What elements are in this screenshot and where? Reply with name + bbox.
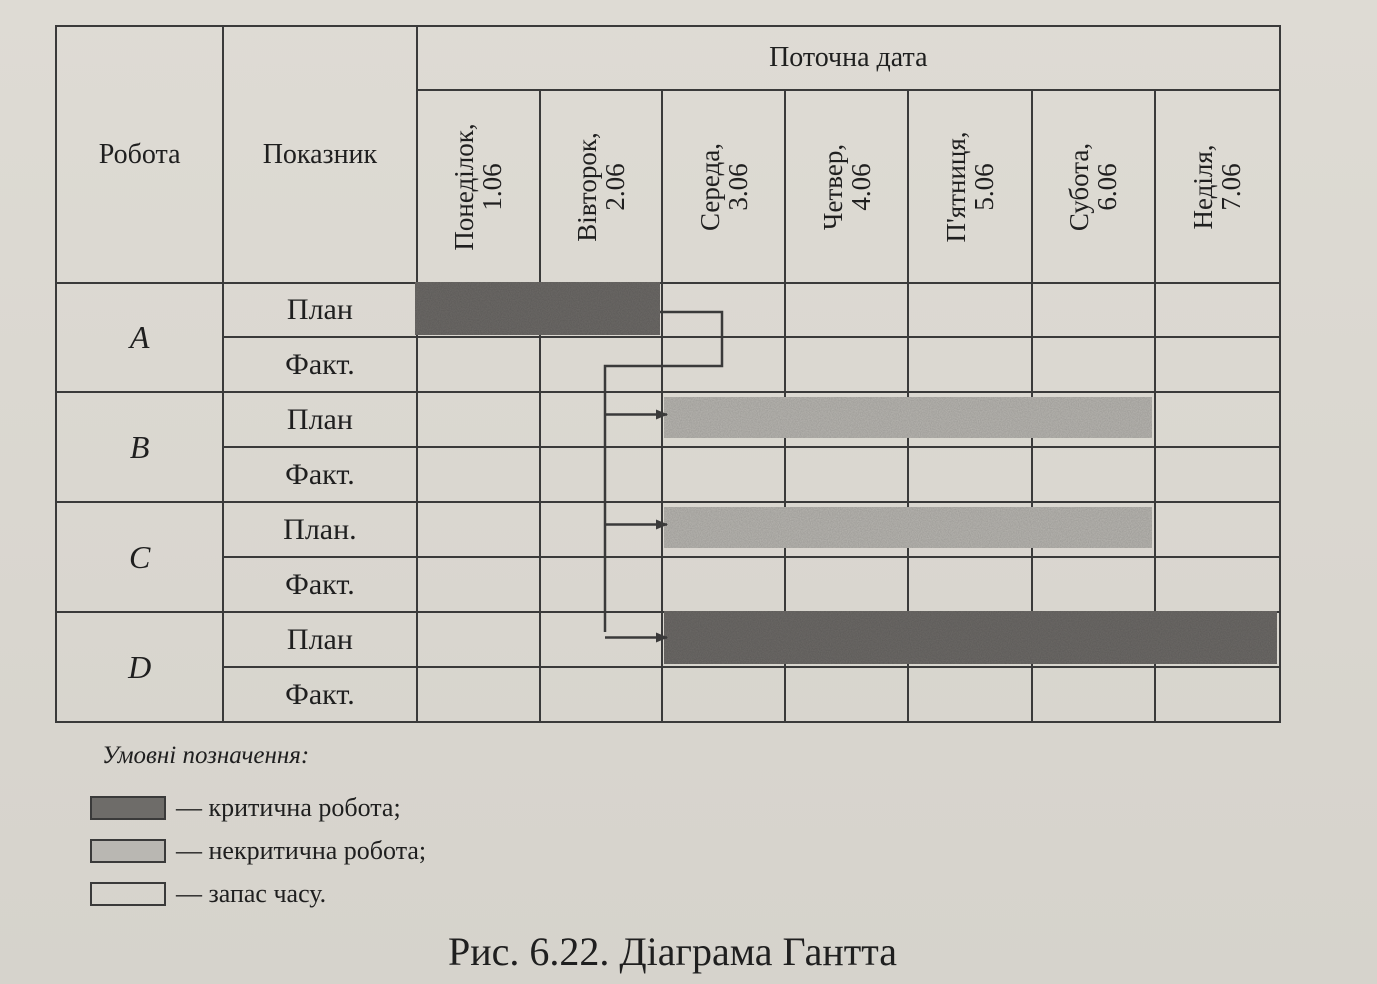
table-row-c-fact [56,557,1280,612]
legend-item-critical: — критична робота; [90,786,426,829]
day-header-sunday: Неділя, 7.06 [1155,90,1280,283]
indicator-fact: Факт. [223,447,416,502]
indicator-fact: Факт. [223,667,416,722]
indicator-plan: План [223,612,416,667]
legend-title: Умовні позначення: [102,742,310,769]
day-header-tuesday: Вівторок, 2.06 [540,90,662,283]
critical-swatch [90,796,166,820]
day-header-friday: П'ятниця, 5.06 [908,90,1031,283]
job-label-a: A [56,283,223,392]
job-label-c: C [56,502,223,612]
legend-item-noncritical: — некритична робота; [90,829,426,872]
legend-item-slack: — запас часу. [90,872,426,915]
table-row-b-fact [56,447,1280,502]
indicator-column-header: Показник [223,26,416,283]
day-header-saturday: Субота, 6.06 [1032,90,1155,283]
slack-swatch [90,882,166,906]
day-header-monday: Понеділок, 1.06 [417,90,540,283]
day-header-wednesday: Середа, 3.06 [662,90,785,283]
table-row-a-plan [56,283,1280,337]
day-header-thursday: Четвер, 4.06 [785,90,908,283]
current-date-header: Поточна дата [417,26,1280,90]
figure-caption: Рис. 6.22. Діаграма Гантта [447,929,897,974]
gantt-table [55,25,1281,723]
table-row-a-fact [56,337,1280,392]
legend [90,742,426,915]
indicator-plan: План [223,283,416,337]
table-row-d-fact [56,667,1280,722]
job-label-b: B [56,392,223,502]
noncritical-swatch [90,839,166,863]
indicator-plan: План. [223,502,416,557]
table-row-d-plan [56,612,1280,667]
indicator-fact: Факт. [223,557,416,612]
job-column-header: Робота [56,26,223,283]
gantt-chart [55,25,1281,721]
indicator-fact: Факт. [223,337,416,392]
indicator-plan: План [223,392,416,447]
table-row-b-plan [56,392,1280,447]
table-row-c-plan [56,502,1280,557]
job-label-d: D [56,612,223,722]
